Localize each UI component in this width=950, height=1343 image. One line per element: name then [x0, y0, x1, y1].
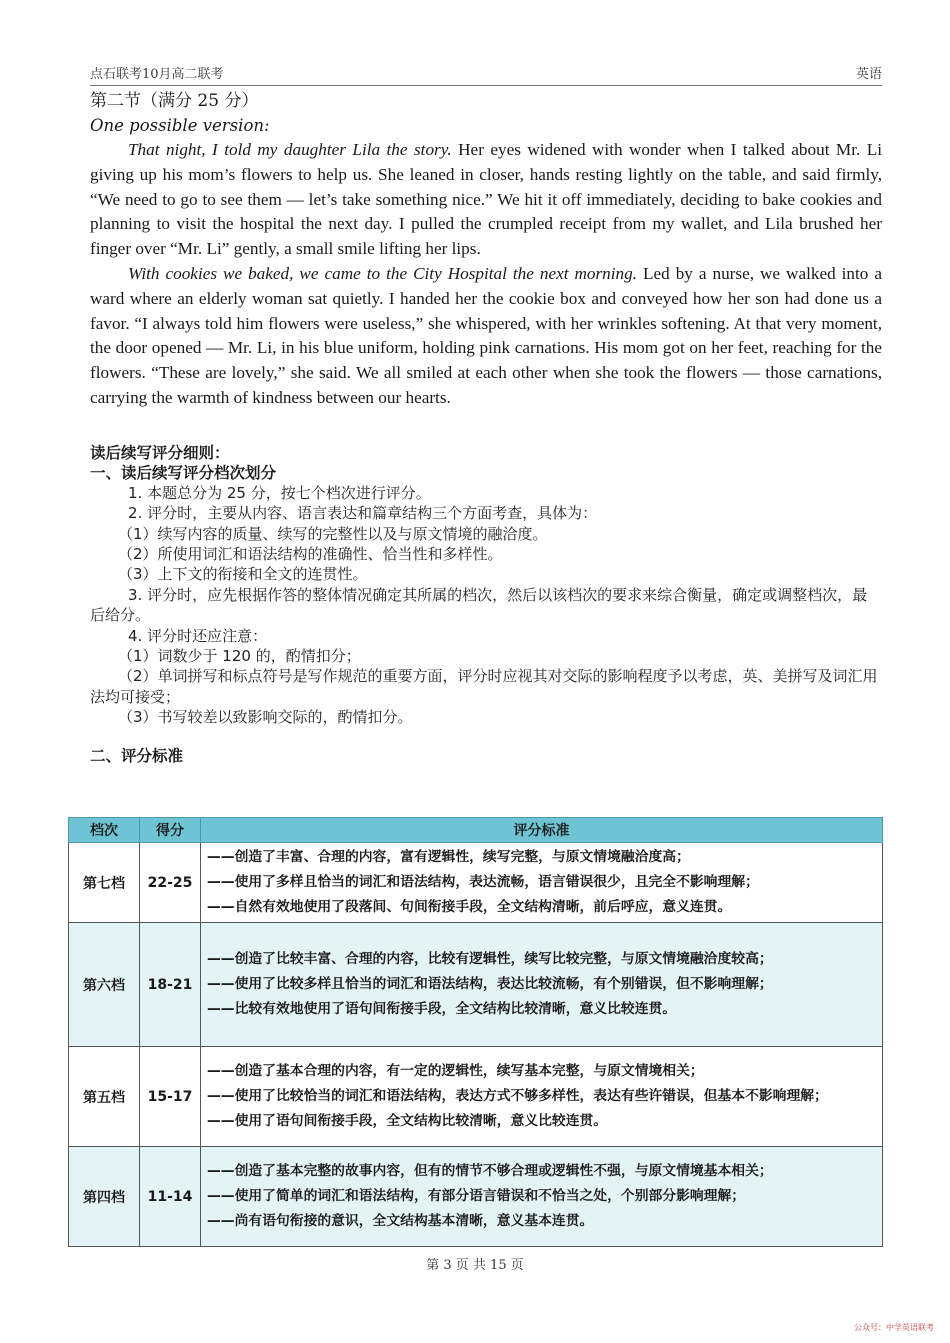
- criteria-cell: [201, 1047, 883, 1147]
- score-cell: 22-25: [140, 843, 201, 923]
- table-header-row: [69, 818, 883, 843]
- table-row: [69, 923, 883, 1047]
- model-essay: [90, 138, 882, 411]
- paragraph-2-body: Led by a nurse, we walked into a ward where an elderly woman sat quietly. I handed her the cookie box and conveyed how her son had done us a favor. “I always told him flowers were useless,” she whispered, with her wrinkles softening. At that very moment, the door opened — Mr. Li, in his blue uniform, holding pink carnations. His mom got on her feet, reaching for the flowers. “These are lovely,” she said. We all smiled at each other when she took the flowers — those carnations, carrying the warmth of kindness between our hearts.: [90, 263, 882, 407]
- criteria-cell: [201, 843, 883, 923]
- scoring-rules: [90, 443, 882, 728]
- rules-part1-title: 一、读后续写评分档次划分: [90, 463, 277, 482]
- criteria-line: ——创造了基本合理的内容，有一定的逻辑性，续写基本完整，与原文情境相关；: [207, 1063, 704, 1079]
- col-header-level: 档次: [69, 818, 140, 843]
- rule-line: （2）所使用词汇和语法结构的准确性、恰当性和多样性。: [118, 544, 503, 563]
- header-subject: 英语: [855, 67, 882, 82]
- possible-version-label: One possible version:: [90, 116, 270, 135]
- level-cell: 第七档: [69, 843, 140, 923]
- rule-line: （3）上下文的衔接和全文的连贯性。: [118, 565, 368, 584]
- criteria-line: ——创造了丰富、合理的内容，富有逻辑性，续写完整，与原文情境融洽度高；: [207, 849, 690, 865]
- watermark: 公众号：中学英语联考: [854, 1323, 934, 1332]
- table-row: [69, 1147, 883, 1247]
- rule-line: 3. 评分时，应先根据作答的整体情况确定其所属的档次，然后以该档次的要求来综合衡量，确定或调整档次，最后给分。: [90, 585, 868, 625]
- criteria-line: ——创造了比较丰富、合理的内容，比较有逻辑性，续写比较完整，与原文情境融洽度较高；: [207, 951, 773, 967]
- rule-line: 1. 本题总分为 25 分，按七个档次进行评分。: [128, 483, 431, 502]
- rule-line: （1）续写内容的质量、续写的完整性以及与原文情境的融洽度。: [118, 524, 548, 543]
- running-header: [90, 66, 882, 86]
- paragraph-1-body: Her eyes widened with wonder when I talked about Mr. Li giving up his mom’s flowers to help us. She leaned in closer, hands resting lightly on the table, and said firmly, “We need to go to see them — let’s take something nice.” We hit it off immediately, deciding to bake cookies and planning to visit the hospital the next day. I pulled the crumpled receipt from my wallet, and Lila brushed her finger over “Mr. Li” gently, a small smile lifting her lips.: [90, 140, 882, 259]
- criteria-cell: [201, 1147, 883, 1247]
- level-cell: 第六档: [69, 923, 140, 1047]
- paragraph-2-lead: With cookies we baked, we came to the City Hospital the next morning.: [128, 263, 638, 283]
- col-header-criteria: 评分标准: [201, 818, 883, 843]
- rules-title: 读后续写评分细则：: [90, 443, 230, 462]
- level-cell: 第四档: [69, 1147, 140, 1247]
- criteria-line: ——使用了比较恰当的词汇和语法结构，表达方式不够多样性，表达有些许错误，但基本不影响理解；: [207, 1088, 828, 1104]
- criteria-line: ——自然有效地使用了段落间、句间衔接手段，全文结构清晰，前后呼应，意义连贯。: [207, 899, 732, 915]
- rule-line: 4. 评分时还应注意：: [128, 626, 268, 645]
- criteria-line: ——使用了比较多样且恰当的词汇和语法结构，表达比较流畅，有个别错误，但不影响理解；: [207, 976, 773, 992]
- document-page: [90, 66, 882, 766]
- col-header-score: 得分: [140, 818, 201, 843]
- rule-line: （3）书写较差以致影响交际的，酌情扣分。: [118, 708, 413, 727]
- table-row: [69, 1047, 883, 1147]
- level-cell: 第五档: [69, 1047, 140, 1147]
- criteria-line: ——尚有语句衔接的意识，全文结构基本清晰，意义基本连贯。: [207, 1213, 594, 1229]
- score-cell: 15-17: [140, 1047, 201, 1147]
- criteria-line: ——使用了多样且恰当的词汇和语法结构，表达流畅，语言错误很少，且完全不影响理解；: [207, 874, 759, 890]
- header-exam-name: 点石联考10月高二联考: [90, 67, 224, 82]
- rule-line: （2）单词拼写和标点符号是写作规范的重要方面，评分时应视其对交际的影响程度予以考虑，英、美拼写及词汇用法均可接受；: [90, 667, 878, 706]
- criteria-cell: [201, 923, 883, 1047]
- table-row: [69, 843, 883, 923]
- score-cell: 11-14: [140, 1147, 201, 1247]
- criteria-line: ——使用了简单的词汇和语法结构，有部分语言错误和不恰当之处，个别部分影响理解；: [207, 1188, 746, 1204]
- scoring-standard-table: [68, 817, 883, 1247]
- criteria-line: ——使用了语句间衔接手段，全文结构比较清晰，意义比较连贯。: [207, 1113, 608, 1129]
- essay-paragraph-2: [90, 262, 882, 411]
- criteria-line: ——创造了基本完整的故事内容，但有的情节不够合理或逻辑性不强，与原文情境基本相关；: [207, 1163, 773, 1179]
- rules-part2-title: 二、评分标准: [90, 746, 184, 765]
- page-number: 第 3 页 共 15 页: [426, 1258, 524, 1273]
- section-title: 第二节（满分 25 分）: [90, 91, 259, 111]
- score-cell: 18-21: [140, 923, 201, 1047]
- rule-line: （1）词数少于 120 的，酌情扣分；: [118, 647, 361, 666]
- criteria-line: ——比较有效地使用了语句间衔接手段，全文结构比较清晰，意义比较连贯。: [207, 1001, 677, 1017]
- essay-paragraph-1: [90, 138, 882, 262]
- rule-line: 2. 评分时，主要从内容、语言表达和篇章结构三个方面考查，具体为：: [128, 504, 598, 523]
- paragraph-1-lead: That night, I told my daughter Lila the story.: [128, 140, 452, 159]
